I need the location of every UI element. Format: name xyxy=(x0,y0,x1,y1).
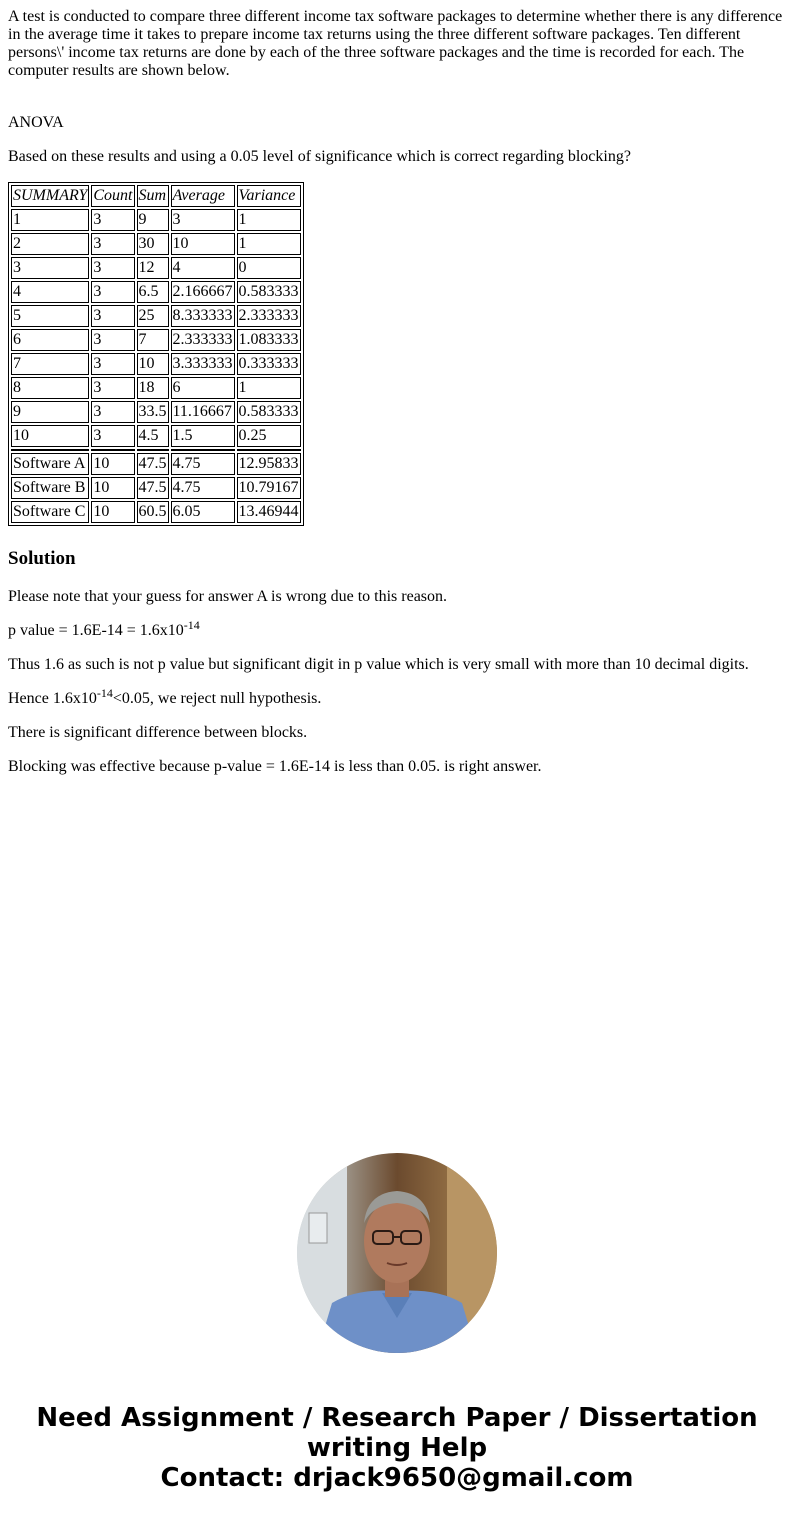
table-cell: 7 xyxy=(137,329,169,351)
table-cell: 4.5 xyxy=(137,425,169,447)
software-row xyxy=(11,477,301,499)
table-cell: 3 xyxy=(91,401,134,423)
table-cell: 10 xyxy=(11,425,89,447)
promo-line: writing Help xyxy=(306,1433,488,1463)
table-cell: 0.333333 xyxy=(237,353,301,375)
table-cell: 13.46944 xyxy=(237,501,301,523)
table-cell: 10 xyxy=(91,453,134,475)
pvalue-text: p value = 1.6E-14 = 1.6x10 xyxy=(8,622,184,639)
pvalue-line xyxy=(8,618,786,640)
table-cell: 0.25 xyxy=(237,425,301,447)
promo-banner xyxy=(0,1403,794,1493)
table-cell: 3 xyxy=(91,257,134,279)
table-cell: 6 xyxy=(171,377,235,399)
table-cell: 2.166667 xyxy=(171,281,235,303)
question-text: Based on these results and using a 0.05 level of significance which is correct regarding blocking? xyxy=(8,148,631,165)
table-cell: 0.583333 xyxy=(237,281,301,303)
separator-cell xyxy=(137,449,169,451)
table-cell: 4.75 xyxy=(171,477,235,499)
table-cell: 10 xyxy=(91,501,134,523)
header-cell: Count xyxy=(91,185,134,207)
solution-answer: Blocking was effective because p-value = 1.6E-14 is less than 0.05. is right answer. xyxy=(8,758,542,775)
table-separator-row xyxy=(11,449,301,451)
table-cell: 1 xyxy=(237,233,301,255)
table-cell: Software A xyxy=(11,453,89,475)
table-cell: 11.16667 xyxy=(171,401,235,423)
table-cell: Software B xyxy=(11,477,89,499)
author-avatar xyxy=(297,1153,497,1353)
table-cell: 1 xyxy=(237,377,301,399)
software-row xyxy=(11,453,301,475)
anova-label: ANOVA xyxy=(8,114,64,131)
table-row xyxy=(11,425,301,447)
table-cell: 47.5 xyxy=(137,453,169,475)
table-cell: 8.333333 xyxy=(171,305,235,327)
table-cell: 18 xyxy=(137,377,169,399)
table-cell: 9 xyxy=(11,401,89,423)
table-cell: 10 xyxy=(91,477,134,499)
pvalue-exponent: -14 xyxy=(183,618,200,632)
table-cell: 6 xyxy=(11,329,89,351)
hence-line xyxy=(8,686,786,708)
table-cell: 1 xyxy=(11,209,89,231)
table-row xyxy=(11,353,301,375)
table-cell: 2.333333 xyxy=(237,305,301,327)
solution-section xyxy=(8,548,786,776)
header-cell: Variance xyxy=(237,185,301,207)
header-cell: Average xyxy=(171,185,235,207)
table-cell: 6.5 xyxy=(137,281,169,303)
table-cell: 4 xyxy=(171,257,235,279)
hence-text: Hence 1.6x10 xyxy=(8,690,97,707)
table-cell: 10 xyxy=(137,353,169,375)
table-cell: 9 xyxy=(137,209,169,231)
table-row xyxy=(11,305,301,327)
table-cell: 1 xyxy=(237,209,301,231)
table-cell: 12 xyxy=(137,257,169,279)
table-cell: 3 xyxy=(11,257,89,279)
table-cell: 2.333333 xyxy=(171,329,235,351)
table-cell: 3 xyxy=(91,281,134,303)
table-cell: 10 xyxy=(171,233,235,255)
table-header-row xyxy=(11,185,301,207)
table-row xyxy=(11,281,301,303)
person-portrait-image xyxy=(297,1153,497,1353)
table-row xyxy=(11,209,301,231)
header-cell: Sum xyxy=(137,185,169,207)
promo-contact: Contact: drjack9650@gmail.com xyxy=(160,1463,634,1493)
separator-cell xyxy=(91,449,134,451)
table-cell: 60.5 xyxy=(137,501,169,523)
question-intro: A test is conducted to compare three different income tax software packages to determine whether there is any difference in the average time it takes to prepare income tax returns using the three different software packages. Ten different persons\' income tax returns are done by each of the three software packages and the time is recorded for each. The computer results are shown below. xyxy=(8,8,783,79)
hence-exponent: -14 xyxy=(96,686,113,700)
table-cell: 3 xyxy=(91,353,134,375)
table-cell: 5 xyxy=(11,305,89,327)
table-cell: 4 xyxy=(11,281,89,303)
hence-suffix: <0.05, we reject null hypothesis. xyxy=(112,690,322,707)
table-cell: 33.5 xyxy=(137,401,169,423)
separator-cell xyxy=(171,449,235,451)
table-cell: 3 xyxy=(91,329,134,351)
table-cell: 3.333333 xyxy=(171,353,235,375)
table-cell: 3 xyxy=(91,305,134,327)
table-cell: 0 xyxy=(237,257,301,279)
table-row xyxy=(11,329,301,351)
table-cell: 3 xyxy=(91,377,134,399)
table-cell: 30 xyxy=(137,233,169,255)
table-cell: 2 xyxy=(11,233,89,255)
solution-line: There is significant difference between blocks. xyxy=(8,724,308,741)
solution-line: Please note that your guess for answer A is wrong due to this reason. xyxy=(8,588,448,605)
solution-heading: Solution xyxy=(8,548,76,569)
table-cell: 10.79167 xyxy=(237,477,301,499)
summary-table xyxy=(8,182,304,526)
table-row xyxy=(11,401,301,423)
table-cell: 8 xyxy=(11,377,89,399)
table-cell: 1.5 xyxy=(171,425,235,447)
table-cell: 12.95833 xyxy=(237,453,301,475)
solution-line: Thus 1.6 as such is not p value but significant digit in p value which is very small with more than 10 decimal digits. xyxy=(8,656,749,673)
promo-line: Need Assignment / Research Paper / Dissertation xyxy=(36,1403,758,1433)
table-cell: 0.583333 xyxy=(237,401,301,423)
separator-cell xyxy=(237,449,301,451)
table-cell: 1.083333 xyxy=(237,329,301,351)
document-content xyxy=(8,8,786,792)
table-cell: 3 xyxy=(171,209,235,231)
table-cell: 7 xyxy=(11,353,89,375)
software-row xyxy=(11,501,301,523)
table-cell: 6.05 xyxy=(171,501,235,523)
table-row xyxy=(11,257,301,279)
separator-cell xyxy=(11,449,89,451)
table-cell: 4.75 xyxy=(171,453,235,475)
table-cell: 47.5 xyxy=(137,477,169,499)
table-cell: Software C xyxy=(11,501,89,523)
table-cell: 3 xyxy=(91,209,134,231)
table-cell: 3 xyxy=(91,425,134,447)
table-row xyxy=(11,377,301,399)
table-row xyxy=(11,233,301,255)
table-cell: 3 xyxy=(91,233,134,255)
table-cell: 25 xyxy=(137,305,169,327)
header-cell: SUMMARY xyxy=(11,185,89,207)
